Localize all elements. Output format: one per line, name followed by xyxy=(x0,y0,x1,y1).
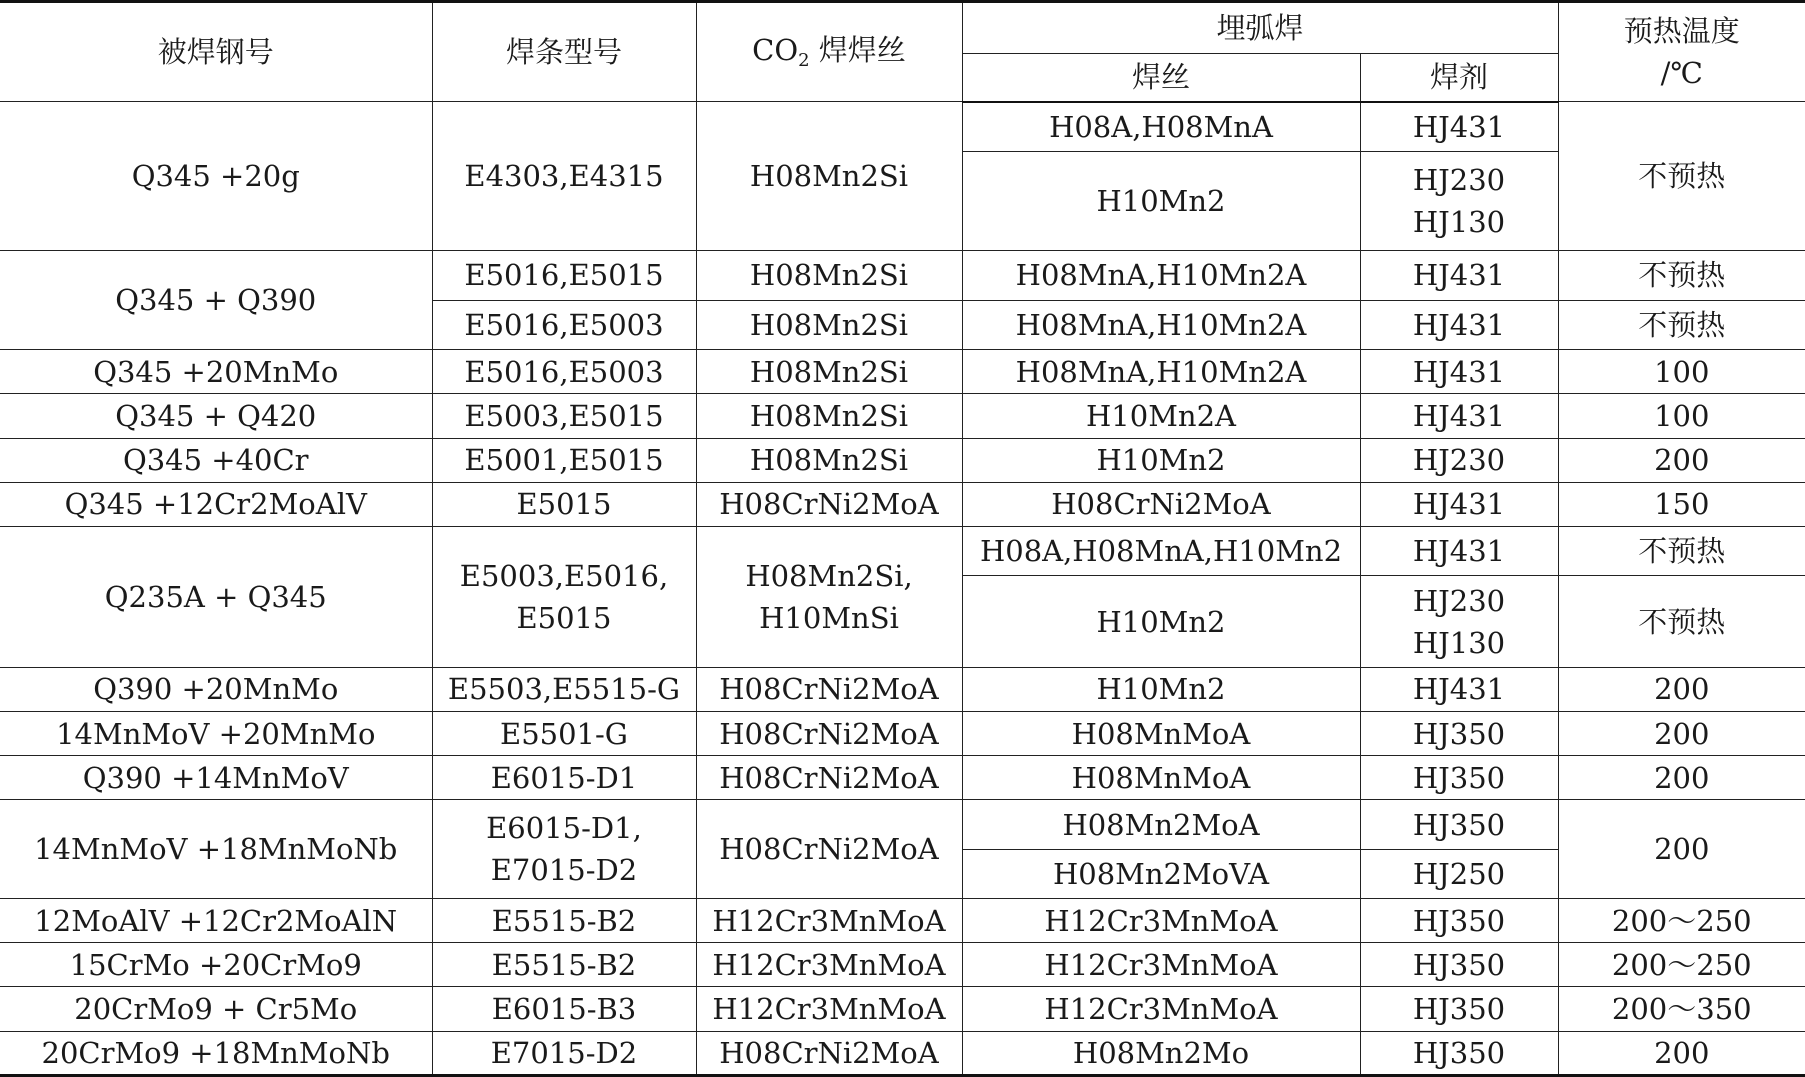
table-row xyxy=(0,898,1805,942)
flux-line: HJ230 xyxy=(1412,162,1506,197)
header-saw-wire: 焊丝 xyxy=(962,54,1360,102)
table-row xyxy=(0,482,1805,526)
cell-electrode: E5503,E5515-G xyxy=(432,667,696,711)
flux-line: HJ230 xyxy=(1412,583,1506,618)
cell-steel: Q345 +40Cr xyxy=(0,438,432,482)
cell-preheat: 200 xyxy=(1558,438,1805,482)
table-row xyxy=(0,756,1805,800)
cell-saw-flux: HJ431 xyxy=(1360,394,1558,438)
header-co2-main: CO xyxy=(752,33,799,68)
cell-electrode: E5015 xyxy=(432,482,696,526)
cell-electrode xyxy=(432,800,696,899)
table-row xyxy=(0,527,1805,576)
cell-saw-wire: H12Cr3MnMoA xyxy=(962,987,1360,1031)
table-row xyxy=(0,102,1805,152)
header-preheat-line2: /℃ xyxy=(1660,56,1703,90)
cell-electrode: E5016,E5003 xyxy=(432,301,696,350)
table-row xyxy=(0,1031,1805,1075)
cell-steel: Q235A + Q345 xyxy=(0,527,432,668)
cell-saw-flux: HJ431 xyxy=(1360,250,1558,300)
table-row xyxy=(0,438,1805,482)
cell-saw-flux xyxy=(1360,576,1558,667)
cell-steel: Q345 +12Cr2MoAlV xyxy=(0,482,432,526)
cell-preheat: 200 xyxy=(1558,800,1805,899)
cell-saw-wire: H08MnA,H10Mn2A xyxy=(962,301,1360,350)
electrode-line: E5015 xyxy=(516,600,612,635)
cell-co2-wire: H08Mn2Si xyxy=(696,350,962,394)
cell-saw-wire: H10Mn2 xyxy=(962,438,1360,482)
cell-saw-flux: HJ431 xyxy=(1360,527,1558,576)
cell-co2-wire: H08Mn2Si xyxy=(696,301,962,350)
cell-saw-flux: HJ230 xyxy=(1360,438,1558,482)
cell-steel: Q390 +14MnMoV xyxy=(0,756,432,800)
cell-saw-wire: H08Mn2Mo xyxy=(962,1031,1360,1075)
cell-saw-flux: HJ431 xyxy=(1360,102,1558,152)
cell-co2-wire: H12Cr3MnMoA xyxy=(696,898,962,942)
cell-preheat: 200～350 xyxy=(1558,987,1805,1031)
header-co2-subscript: 2 xyxy=(798,50,810,72)
table-row xyxy=(0,250,1805,300)
cell-saw-flux: HJ350 xyxy=(1360,987,1558,1031)
cell-co2-wire: H08CrNi2MoA xyxy=(696,756,962,800)
table-row xyxy=(0,394,1805,438)
cell-saw-flux: HJ350 xyxy=(1360,898,1558,942)
flux-line: HJ130 xyxy=(1412,205,1506,239)
cell-co2-wire: H08CrNi2MoA xyxy=(696,667,962,711)
electrode-line: E5003,E5016, xyxy=(459,558,669,593)
cell-steel: Q390 +20MnMo xyxy=(0,667,432,711)
cell-preheat: 不预热 xyxy=(1558,527,1805,576)
cell-saw-wire: H08A,H08MnA,H10Mn2 xyxy=(962,527,1360,576)
cell-saw-flux: HJ350 xyxy=(1360,1031,1558,1075)
co2-line: H10MnSi xyxy=(759,600,899,635)
cell-saw-wire: H08A,H08MnA xyxy=(962,102,1360,152)
cell-electrode xyxy=(432,527,696,668)
cell-electrode: E5003,E5015 xyxy=(432,394,696,438)
cell-steel: 14MnMoV +20MnMo xyxy=(0,712,432,756)
cell-electrode: E5016,E5015 xyxy=(432,250,696,300)
cell-saw-flux xyxy=(1360,152,1558,251)
cell-preheat: 200～250 xyxy=(1558,943,1805,987)
cell-steel: 14MnMoV +18MnMoNb xyxy=(0,800,432,899)
cell-saw-wire: H10Mn2 xyxy=(962,152,1360,251)
electrode-line: E7015-D2 xyxy=(490,853,638,888)
cell-saw-flux: HJ350 xyxy=(1360,800,1558,849)
cell-electrode: E5515-B2 xyxy=(432,943,696,987)
cell-saw-wire: H10Mn2A xyxy=(962,394,1360,438)
cell-saw-wire: H12Cr3MnMoA xyxy=(962,898,1360,942)
cell-saw-wire: H10Mn2 xyxy=(962,576,1360,667)
header-co2-rest: 焊焊丝 xyxy=(809,33,906,68)
header-preheat xyxy=(1558,2,1805,102)
table-row xyxy=(0,943,1805,987)
table-row xyxy=(0,987,1805,1031)
cell-steel: 12MoAlV +12Cr2MoAlN xyxy=(0,898,432,942)
cell-saw-wire: H08MnA,H10Mn2A xyxy=(962,250,1360,300)
cell-steel: Q345 +20g xyxy=(0,102,432,251)
cell-preheat: 200 xyxy=(1558,667,1805,711)
cell-saw-flux: HJ250 xyxy=(1360,849,1558,898)
co2-line: H08Mn2Si, xyxy=(745,558,913,593)
cell-preheat: 不预热 xyxy=(1558,576,1805,667)
cell-saw-wire: H08MnA,H10Mn2A xyxy=(962,350,1360,394)
cell-co2-wire xyxy=(696,527,962,668)
table-row xyxy=(0,350,1805,394)
cell-co2-wire: H08CrNi2MoA xyxy=(696,800,962,899)
header-steel: 被焊钢号 xyxy=(0,2,432,102)
header-electrode: 焊条型号 xyxy=(432,2,696,102)
table-row xyxy=(0,667,1805,711)
cell-electrode: E7015-D2 xyxy=(432,1031,696,1075)
cell-co2-wire: H12Cr3MnMoA xyxy=(696,987,962,1031)
cell-electrode: E5501-G xyxy=(432,712,696,756)
cell-electrode: E6015-D1 xyxy=(432,756,696,800)
cell-saw-wire: H08Mn2MoA xyxy=(962,800,1360,849)
cell-steel: 20CrMo9 +18MnMoNb xyxy=(0,1031,432,1075)
cell-saw-wire: H10Mn2 xyxy=(962,667,1360,711)
header-saw-flux: 焊剂 xyxy=(1360,54,1558,102)
cell-co2-wire: H08Mn2Si xyxy=(696,102,962,251)
cell-co2-wire: H08Mn2Si xyxy=(696,438,962,482)
flux-line: HJ130 xyxy=(1412,625,1506,660)
cell-saw-wire: H08MnMoA xyxy=(962,756,1360,800)
cell-saw-wire: H08CrNi2MoA xyxy=(962,482,1360,526)
cell-saw-flux: HJ431 xyxy=(1360,350,1558,394)
cell-preheat: 200 xyxy=(1558,1031,1805,1075)
cell-steel: Q345 + Q390 xyxy=(0,250,432,350)
cell-saw-flux: HJ431 xyxy=(1360,482,1558,526)
cell-preheat: 100 xyxy=(1558,350,1805,394)
cell-preheat: 150 xyxy=(1558,482,1805,526)
cell-saw-flux: HJ431 xyxy=(1360,301,1558,350)
cell-steel: Q345 + Q420 xyxy=(0,394,432,438)
cell-co2-wire: H08CrNi2MoA xyxy=(696,712,962,756)
cell-saw-wire: H08Mn2MoVA xyxy=(962,849,1360,898)
cell-co2-wire: H08Mn2Si xyxy=(696,394,962,438)
cell-preheat: 200 xyxy=(1558,756,1805,800)
cell-electrode: E5016,E5003 xyxy=(432,350,696,394)
header-preheat-line1: 预热温度 xyxy=(1623,13,1740,48)
cell-preheat: 不预热 xyxy=(1558,301,1805,350)
cell-preheat: 100 xyxy=(1558,394,1805,438)
cell-saw-flux: HJ350 xyxy=(1360,756,1558,800)
header-saw: 埋弧焊 xyxy=(962,2,1558,54)
electrode-line: E6015-D1, xyxy=(486,811,642,846)
table-row xyxy=(0,800,1805,849)
cell-preheat: 200 xyxy=(1558,712,1805,756)
cell-steel: Q345 +20MnMo xyxy=(0,350,432,394)
cell-electrode: E5001,E5015 xyxy=(432,438,696,482)
cell-co2-wire: H08CrNi2MoA xyxy=(696,1031,962,1075)
cell-saw-wire: H12Cr3MnMoA xyxy=(962,943,1360,987)
cell-saw-flux: HJ350 xyxy=(1360,712,1558,756)
header-co2-wire xyxy=(696,2,962,102)
cell-steel: 15CrMo +20CrMo9 xyxy=(0,943,432,987)
cell-steel: 20CrMo9 + Cr5Mo xyxy=(0,987,432,1031)
cell-electrode: E6015-B3 xyxy=(432,987,696,1031)
table-row xyxy=(0,712,1805,756)
cell-electrode: E5515-B2 xyxy=(432,898,696,942)
cell-saw-wire: H08MnMoA xyxy=(962,712,1360,756)
cell-saw-flux: HJ431 xyxy=(1360,667,1558,711)
cell-preheat: 200～250 xyxy=(1558,898,1805,942)
cell-co2-wire: H08Mn2Si xyxy=(696,250,962,300)
cell-preheat: 不预热 xyxy=(1558,250,1805,300)
cell-co2-wire: H12Cr3MnMoA xyxy=(696,943,962,987)
cell-preheat: 不预热 xyxy=(1558,102,1805,251)
cell-co2-wire: H08CrNi2MoA xyxy=(696,482,962,526)
cell-saw-flux: HJ350 xyxy=(1360,943,1558,987)
cell-electrode: E4303,E4315 xyxy=(432,102,696,251)
